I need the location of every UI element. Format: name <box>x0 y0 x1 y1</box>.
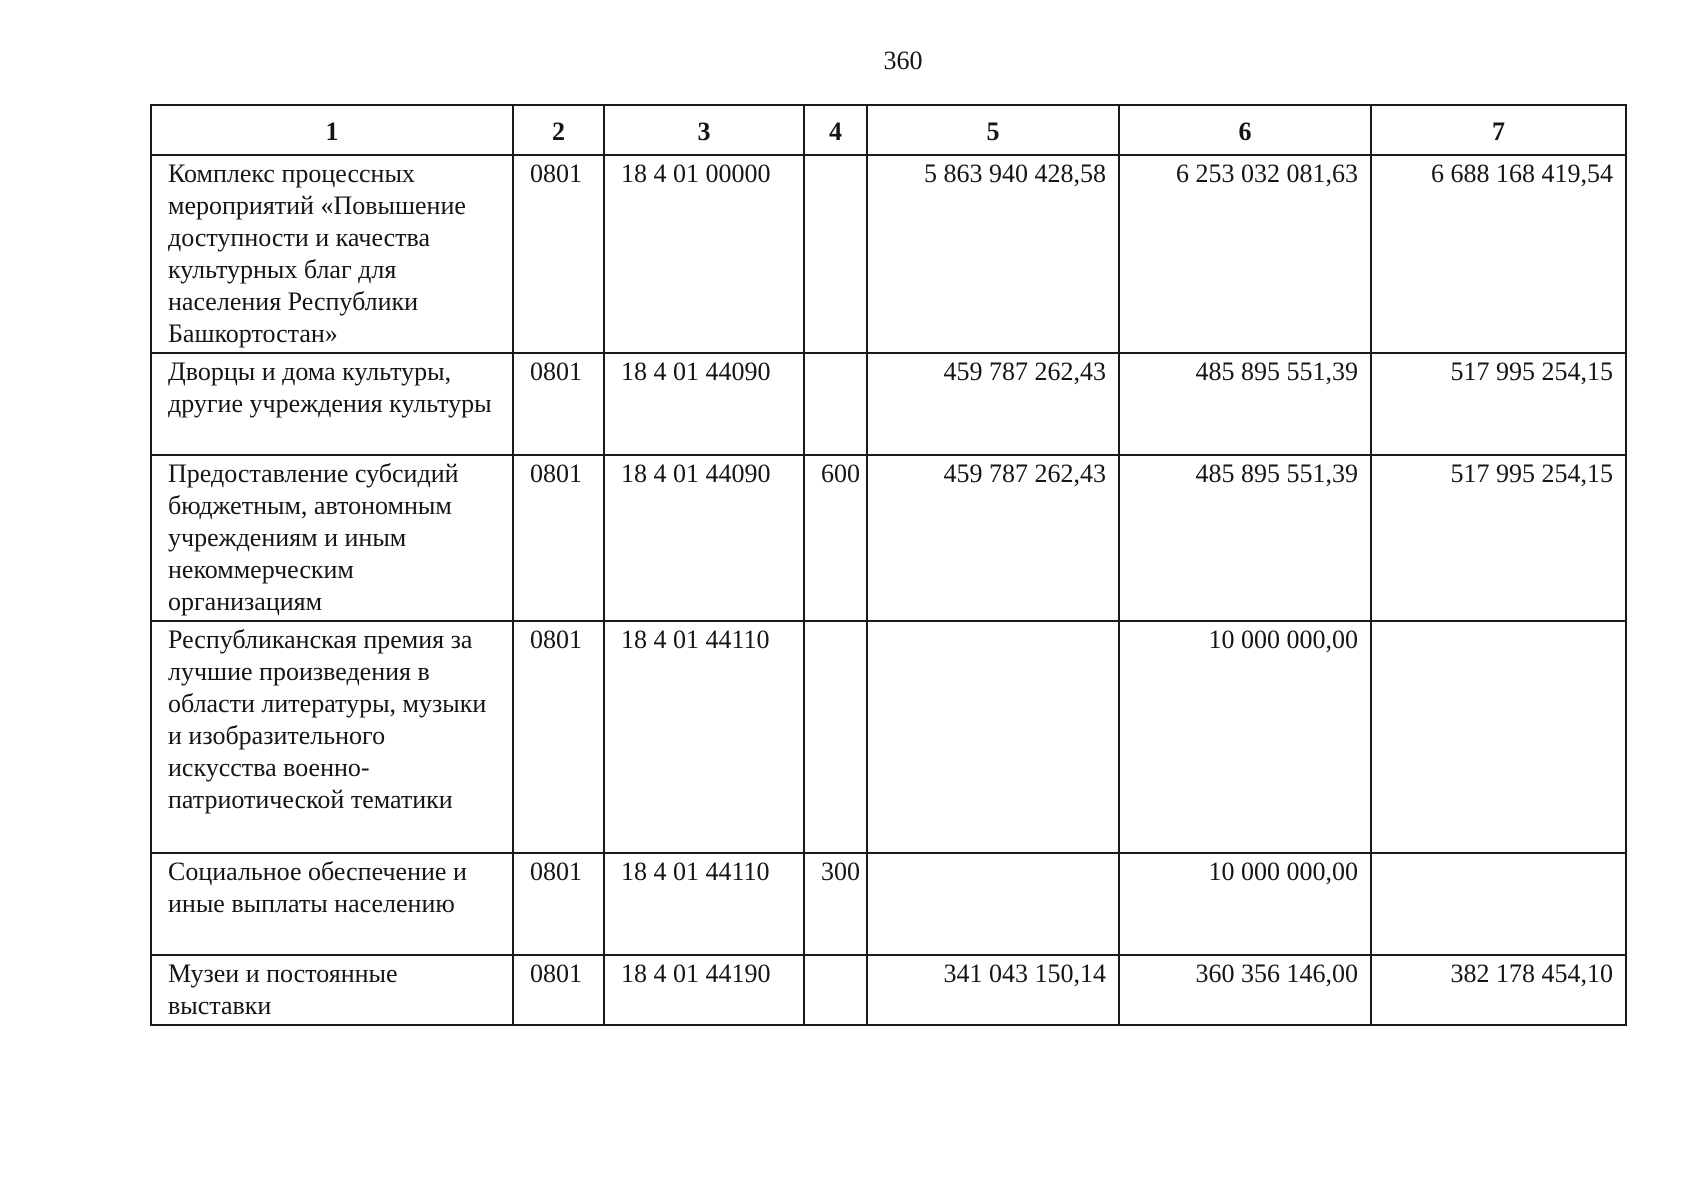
column-header-year-2: 6 <box>1119 105 1371 155</box>
row-amount-year-2: 10 000 000,00 <box>1119 621 1371 853</box>
budget-table <box>150 104 1627 1026</box>
row-target-code: 18 4 01 44090 <box>604 353 804 455</box>
table-row <box>151 853 1626 955</box>
row-amount-year-1: 459 787 262,43 <box>867 353 1119 455</box>
row-name: Предоставление субсидий бюджетным, автономным учреждениям и иным некоммерческим организациям <box>151 455 513 621</box>
row-amount-year-3: 517 995 254,15 <box>1371 353 1626 455</box>
row-amount-year-3 <box>1371 853 1626 955</box>
row-amount-year-2: 10 000 000,00 <box>1119 853 1371 955</box>
row-amount-year-3: 6 688 168 419,54 <box>1371 155 1626 353</box>
row-expense-kind: 600 <box>804 455 867 621</box>
column-header-year-1: 5 <box>867 105 1119 155</box>
table-row <box>151 955 1626 1025</box>
row-amount-year-1: 5 863 940 428,58 <box>867 155 1119 353</box>
column-header-section: 2 <box>513 105 604 155</box>
row-amount-year-3: 517 995 254,15 <box>1371 455 1626 621</box>
row-expense-kind: 300 <box>804 853 867 955</box>
row-target-code: 18 4 01 44110 <box>604 853 804 955</box>
row-name: Республиканская премия за лучшие произведения в области литературы, музыки и изобразительного искусства военно-патриотической тематики <box>151 621 513 853</box>
row-expense-kind <box>804 155 867 353</box>
row-amount-year-3 <box>1371 621 1626 853</box>
row-name: Комплекс процессных мероприятий «Повышение доступности и качества культурных благ для населения Республики Башкортостан» <box>151 155 513 353</box>
row-expense-kind <box>804 621 867 853</box>
row-name: Социальное обеспечение и иные выплаты населению <box>151 853 513 955</box>
table-row <box>151 353 1626 455</box>
row-amount-year-1 <box>867 621 1119 853</box>
table-row <box>151 155 1626 353</box>
row-section-code: 0801 <box>513 455 604 621</box>
row-section-code: 0801 <box>513 853 604 955</box>
row-target-code: 18 4 01 44110 <box>604 621 804 853</box>
row-expense-kind <box>804 353 867 455</box>
table-row <box>151 455 1626 621</box>
row-target-code: 18 4 01 44090 <box>604 455 804 621</box>
row-amount-year-1: 341 043 150,14 <box>867 955 1119 1025</box>
row-section-code: 0801 <box>513 155 604 353</box>
column-header-year-3: 7 <box>1371 105 1626 155</box>
row-target-code: 18 4 01 00000 <box>604 155 804 353</box>
row-expense-kind <box>804 955 867 1025</box>
column-header-target: 3 <box>604 105 804 155</box>
row-amount-year-2: 485 895 551,39 <box>1119 353 1371 455</box>
column-header-kind: 4 <box>804 105 867 155</box>
row-name: Дворцы и дома культуры, другие учреждения культуры <box>151 353 513 455</box>
row-section-code: 0801 <box>513 621 604 853</box>
row-amount-year-2: 6 253 032 081,63 <box>1119 155 1371 353</box>
row-section-code: 0801 <box>513 955 604 1025</box>
row-amount-year-2: 360 356 146,00 <box>1119 955 1371 1025</box>
row-amount-year-2: 485 895 551,39 <box>1119 455 1371 621</box>
column-header-name: 1 <box>151 105 513 155</box>
row-amount-year-1 <box>867 853 1119 955</box>
table-row <box>151 621 1626 853</box>
row-section-code: 0801 <box>513 353 604 455</box>
row-amount-year-1: 459 787 262,43 <box>867 455 1119 621</box>
row-target-code: 18 4 01 44190 <box>604 955 804 1025</box>
page-number: 360 <box>883 46 923 75</box>
row-name: Музеи и постоянные выставки <box>151 955 513 1025</box>
row-amount-year-3: 382 178 454,10 <box>1371 955 1626 1025</box>
header-row <box>151 105 1626 155</box>
